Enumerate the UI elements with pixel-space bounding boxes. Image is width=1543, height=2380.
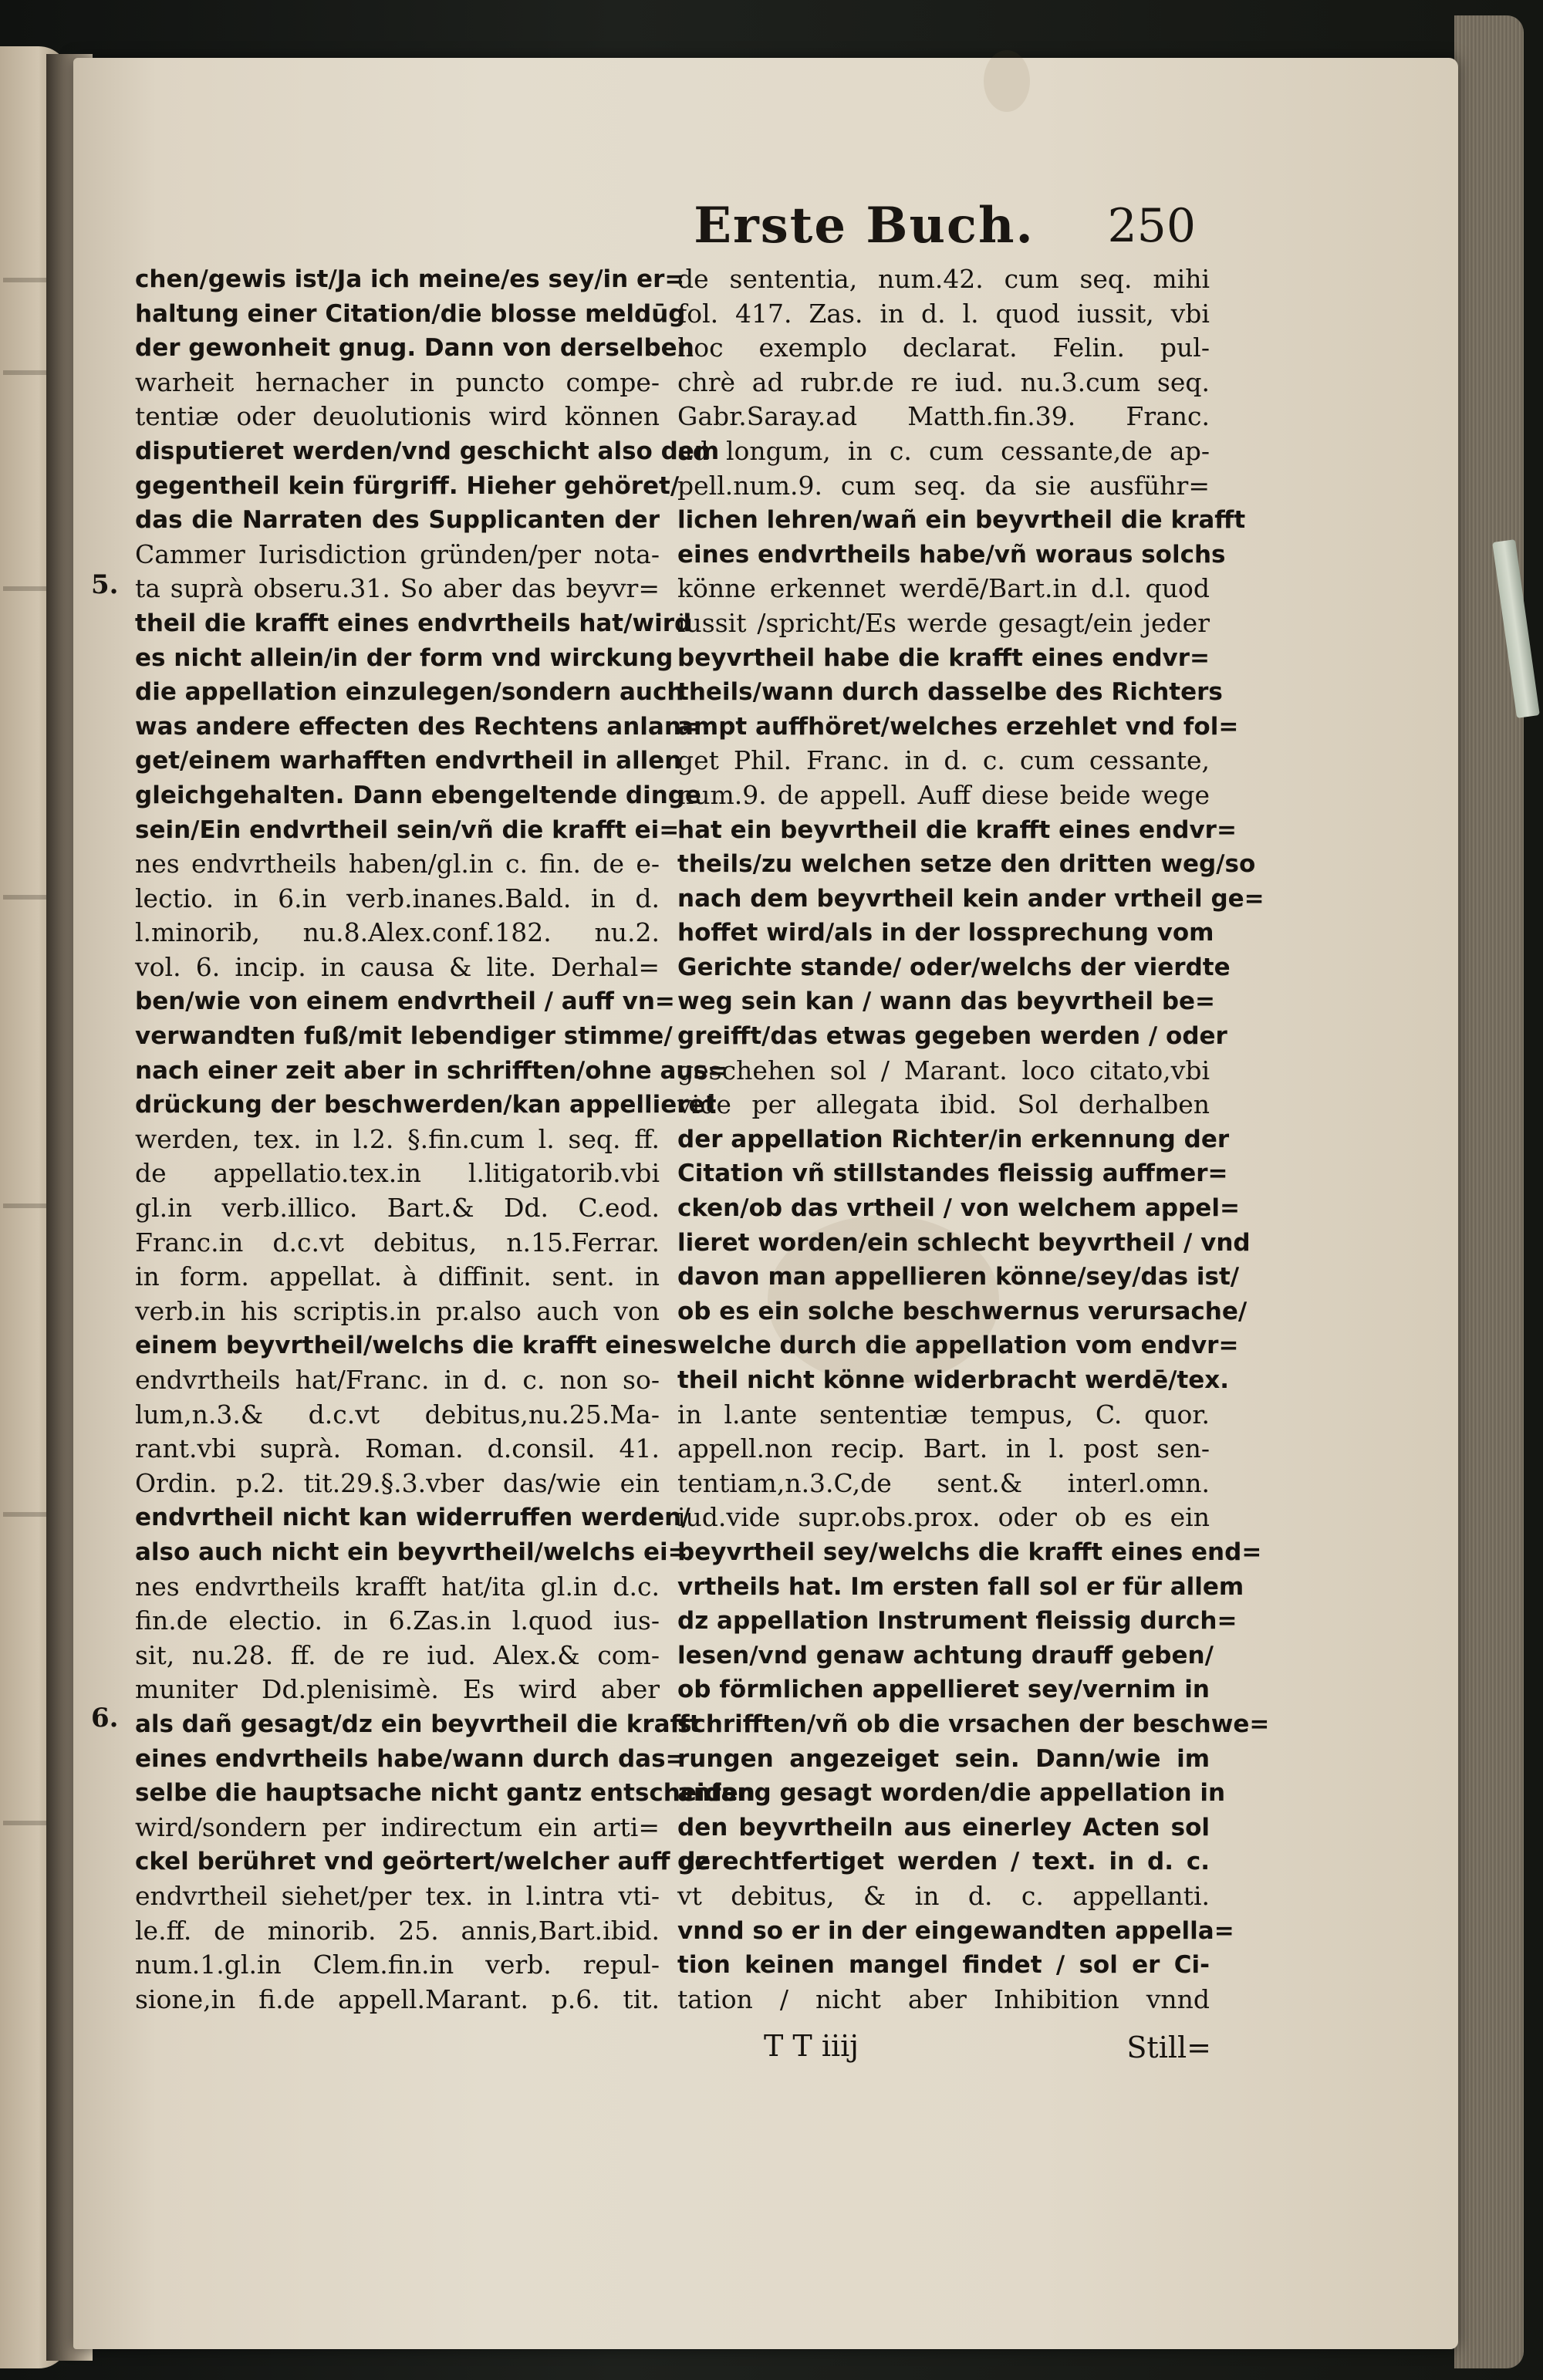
text-line: pell.num.9. cum seq. da sie ausführ= <box>677 470 1210 501</box>
right-text-column <box>677 262 1270 2017</box>
text-line: verwandten fuß/mit lebendiger stimme/ <box>135 1022 673 1051</box>
text-line: hoc exemplo declarat. Felin. pul- <box>677 333 1210 363</box>
text-line: num.9. de appell. Auff diese beide wege <box>677 779 1210 810</box>
text-line: vt debitus, & in d. c. appellanti. <box>677 1880 1210 1911</box>
text-line: eines endvrtheils habe/vñ woraus solchs <box>677 540 1226 569</box>
text-line: muniter Dd.plenisimè. Es wird aber <box>135 1674 660 1705</box>
page-number: 250 <box>1107 199 1196 253</box>
text-line: iussit /spricht/Es werde gesagt/ein jeder <box>677 607 1210 638</box>
text-line: Cammer Iurisdiction gründen/per nota- <box>135 538 660 569</box>
text-line: haltung einer Citation/die blosse meldūg <box>135 299 686 328</box>
text-line: chrè ad rubr.de re iud. nu.3.cum seq. <box>677 366 1210 397</box>
text-line: schrifften/vñ ob die vrsachen der beschwe= <box>677 1710 1270 1738</box>
text-line: ben/wie von einem endvrtheil / auff vn= <box>135 987 675 1016</box>
text-line: ampt auffhöret/welches erzehlet vnd fol= <box>677 712 1239 741</box>
signature-mark: T T iiij <box>764 2029 859 2063</box>
text-line: rant.vbi suprà. Roman. d.consil. 41. <box>135 1433 660 1464</box>
text-line: gleichgehalten. Dann ebengeltende dinge <box>135 781 701 809</box>
paper-stain <box>984 50 1030 112</box>
text-line: fol. 417. Zas. in d. l. quod iussit, vbi <box>677 298 1210 329</box>
text-line: get/einem warhafften endvrtheil in allen <box>135 747 682 775</box>
text-line: rungen angezeiget sein. Dann/wie im <box>677 1744 1210 1773</box>
text-line: eines endvrtheils habe/wann durch das= <box>135 1744 686 1773</box>
text-line: den beyvrtheiln aus einerley Acten sol <box>677 1813 1210 1842</box>
catchword: Still= <box>1126 2031 1211 2064</box>
text-line: vol. 6. incip. in causa & lite. Derhal= <box>135 951 660 982</box>
text-line: hoffet wird/als in der lossprechung vom <box>677 919 1214 947</box>
text-line: könne erkennet werdē/Bart.in d.l. quod <box>677 573 1210 604</box>
text-line: geschehen sol / Marant. loco citato,vbi <box>677 1055 1210 1085</box>
text-line: ckel berühret vnd geörtert/welcher auff dz <box>135 1848 710 1876</box>
text-line: lieret worden/ein schlecht beyvrtheil / vnd <box>677 1228 1251 1257</box>
text-line: tentiam,n.3.C,de sent.& interl.omn. <box>677 1467 1210 1498</box>
text-line: nach einer zeit aber in schrifften/ohne aus= <box>135 1056 728 1085</box>
text-line: beyvrtheil habe die krafft eines endvr= <box>677 643 1210 672</box>
text-line: tion keinen mangel findet / sol er Ci- <box>677 1951 1210 1980</box>
left-text-column <box>135 262 755 2017</box>
text-line: Franc.in d.c.vt debitus, n.15.Ferrar. <box>135 1227 660 1258</box>
text-line: l.minorib, nu.8.Alex.conf.182. nu.2. <box>135 917 660 948</box>
text-line: sit, nu.28. ff. de re iud. Alex.& com- <box>135 1639 660 1670</box>
text-line: die appellation einzulegen/sondern auch <box>135 678 684 707</box>
text-line: theil nicht könne widerbracht werdē/tex. <box>677 1366 1230 1394</box>
text-line: werden, tex. in l.2. §.fin.cum l. seq. ff. <box>135 1123 660 1154</box>
text-line: einem beyvrtheil/welchs die krafft eines <box>135 1332 677 1360</box>
text-line: nes endvrtheils krafft hat/ita gl.in d.c. <box>135 1571 660 1602</box>
text-line: warheit hernacher in puncto compe- <box>135 366 660 397</box>
running-head: Erste Buch. <box>694 197 1035 255</box>
text-line: theils/wann durch dasselbe des Richters <box>677 678 1223 707</box>
text-line: lichen lehren/wañ ein beyvrtheil die krafft <box>677 506 1246 535</box>
text-line: get Phil. Franc. in d. c. cum cessante, <box>677 745 1210 776</box>
text-line: ta suprà obseru.31. So aber das beyvr= <box>135 573 660 604</box>
text-line: Citation vñ stillstandes fleissig auffmer= <box>677 1160 1228 1188</box>
text-line: ob förmlichen appellieret sey/vernim in <box>677 1676 1210 1704</box>
text-line: vide per allegata ibid. Sol derhalben <box>677 1089 1210 1120</box>
text-line: endvrtheil siehet/per tex. in l.intra vti- <box>135 1880 660 1911</box>
text-line: cken/ob das vrtheil / von welchem appel= <box>677 1194 1240 1223</box>
text-line: theils/zu welchen setze den dritten weg/so <box>677 850 1256 879</box>
text-line: disputieret werden/vnd geschicht also dem <box>135 437 720 465</box>
text-line: vnnd so er in der eingewandten appella= <box>677 1916 1234 1945</box>
text-line: chen/gewis ist/Ja ich meine/es sey/in er= <box>135 265 685 293</box>
text-line: ob es ein solche beschwernus verursache/ <box>677 1297 1248 1325</box>
text-line: nach dem beyvrtheil kein ander vrtheil ge= <box>677 884 1264 913</box>
text-line: tentiæ oder deuolutionis wird können <box>135 401 660 432</box>
text-line: lesen/vnd genaw achtung drauff geben/ <box>677 1641 1214 1669</box>
text-line: anfang gesagt worden/die appellation in <box>677 1779 1226 1808</box>
text-line: als dañ gesagt/dz ein beyvrtheil die krafft <box>135 1710 701 1738</box>
text-line: davon man appellieren könne/sey/das ist/ <box>677 1263 1240 1291</box>
text-line: sein/Ein endvrtheil sein/vñ die krafft ei= <box>135 815 680 844</box>
book-page-edges <box>1454 15 1524 2368</box>
text-line: nes endvrtheils haben/gl.in c. fin. de e- <box>135 849 660 879</box>
text-line: lectio. in 6.in verb.inanes.Bald. in d. <box>135 883 660 913</box>
text-line: endvrtheil nicht kan widerruffen werden/ <box>135 1504 690 1532</box>
text-line: Gerichte stande/ oder/welchs der vierdte <box>677 953 1231 981</box>
text-line: de sententia, num.42. cum seq. mihi <box>677 264 1210 294</box>
text-line: selbe die hauptsache nicht gantz entscheiden <box>135 1779 755 1808</box>
text-line: appell.non recip. Bart. in l. post sen- <box>677 1433 1210 1464</box>
text-line: welche durch die appellation vom endvr= <box>677 1332 1239 1360</box>
text-line: wird/sondern per indirectum ein arti= <box>135 1811 660 1842</box>
text-line: le.ff. de minorib. 25. annis,Bart.ibid. <box>135 1915 660 1946</box>
text-line: iud.vide supr.obs.prox. oder ob es ein <box>677 1502 1210 1533</box>
text-line: ad longum, in c. cum cessante,de ap- <box>677 435 1210 466</box>
text-line: verb.in his scriptis.in pr.also auch von <box>135 1295 660 1326</box>
text-line: in form. appellat. à diffinit. sent. in <box>135 1261 660 1292</box>
text-line: gerechtfertiget werden / text. in d. c. <box>677 1848 1210 1876</box>
text-line: in l.ante sententiæ tempus, C. quor. <box>677 1399 1210 1430</box>
text-line: drückung der beschwerden/kan appellieret <box>135 1091 717 1119</box>
text-line: theil die krafft eines endvrtheils hat/wird <box>135 609 692 637</box>
text-line: sione,in fi.de appell.Marant. p.6. tit. <box>135 1983 660 2014</box>
text-line: der appellation Richter/in erkennung der <box>677 1125 1230 1153</box>
text-line: vrtheils hat. Im ersten fall sol er für allem <box>677 1572 1244 1601</box>
text-line: greifft/das etwas gegeben werden / oder <box>677 1022 1227 1051</box>
text-line: dz appellation Instrument fleissig durch= <box>677 1607 1237 1636</box>
text-line: also auch nicht ein beyvrtheil/welchs ei= <box>135 1538 688 1566</box>
text-line: was andere effecten des Rechtens anlan= <box>135 712 701 741</box>
text-line: tation / nicht aber Inhibition vnnd <box>677 1983 1210 2014</box>
text-line: Ordin. p.2. tit.29.§.3.vber das/wie ein <box>135 1467 660 1498</box>
margin-marker-5: 5. <box>91 569 119 600</box>
text-line: das die Narraten des Supplicanten der <box>135 506 660 535</box>
text-line: lum,n.3.& d.c.vt debitus,nu.25.Ma- <box>135 1399 660 1430</box>
text-line: der gewonheit gnug. Dann von derselben <box>135 334 694 363</box>
margin-marker-6: 6. <box>91 1703 119 1734</box>
text-line: weg sein kan / wann das beyvrtheil be= <box>677 987 1216 1016</box>
text-line: num.1.gl.in Clem.fin.in verb. repul- <box>135 1950 660 1980</box>
text-line: gegentheil kein fürgriff. Hieher gehöret/ <box>135 471 680 500</box>
text-line: es nicht allein/in der form vnd wirckung <box>135 643 674 672</box>
text-line: gl.in verb.illico. Bart.& Dd. C.eod. <box>135 1193 660 1224</box>
text-line: hat ein beyvrtheil die krafft eines endvr= <box>677 815 1237 844</box>
text-line: Gabr.Saray.ad Matth.fin.39. Franc. <box>677 401 1210 432</box>
text-line: beyvrtheil sey/welchs die krafft eines end= <box>677 1538 1262 1566</box>
text-line: fin.de electio. in 6.Zas.in l.quod ius- <box>135 1605 660 1636</box>
text-line: de appellatio.tex.in l.litigatorib.vbi <box>135 1158 660 1189</box>
text-line: endvrtheils hat/Franc. in d. c. non so- <box>135 1365 660 1395</box>
